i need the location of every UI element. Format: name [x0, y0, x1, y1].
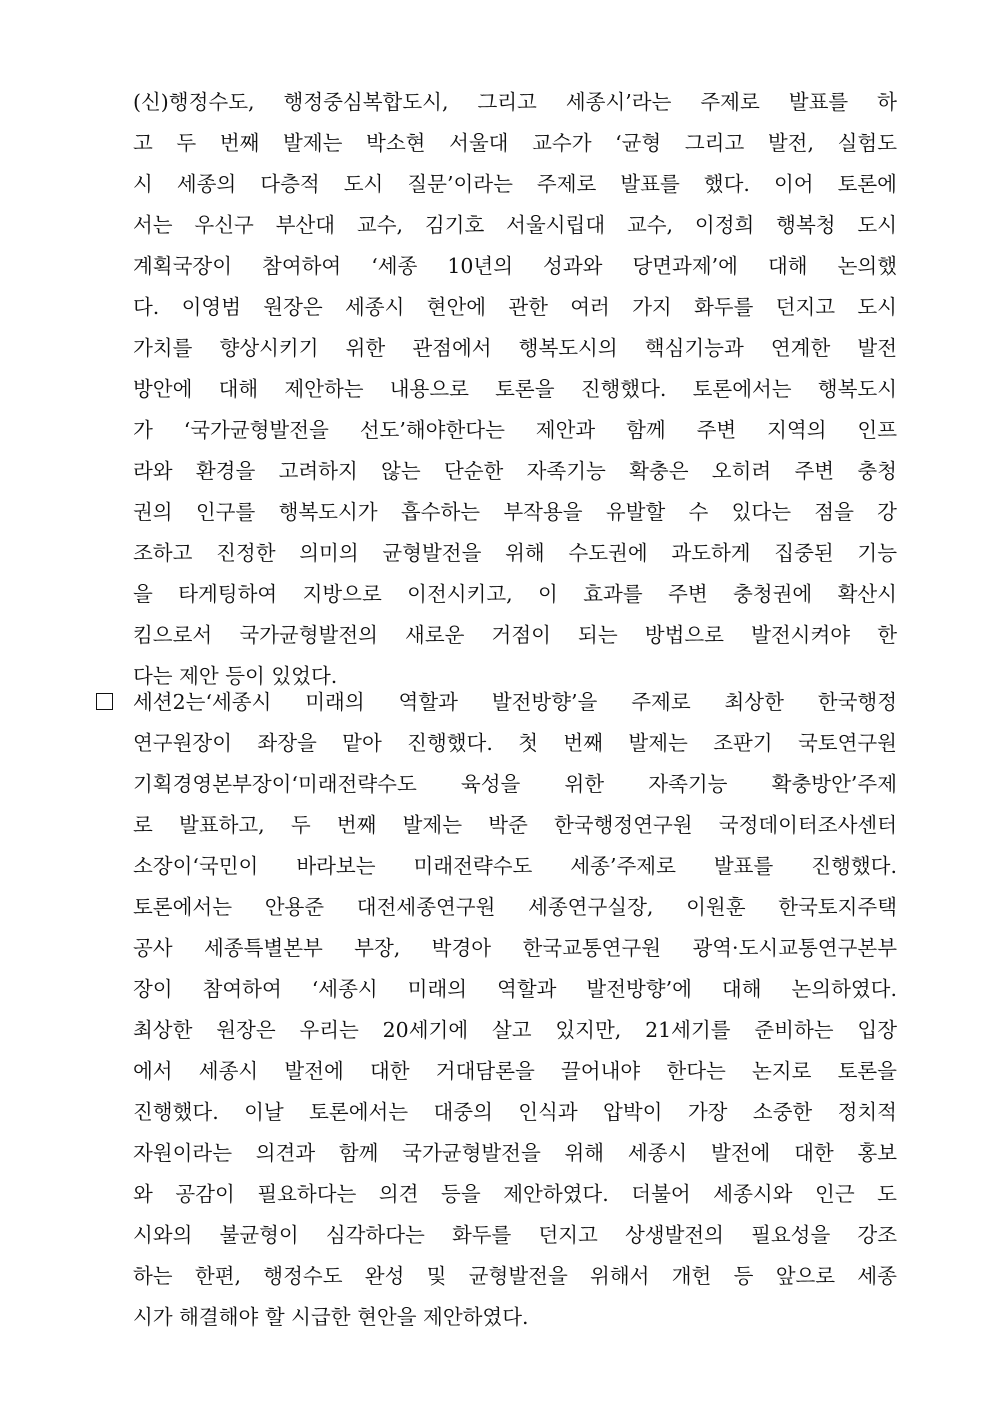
text-line: 공사 세종특별본부 부장, 박경아 한국교통연구원 광역·도시교통연구본부 — [133, 936, 897, 960]
text-line: 다. 이영범 원장은 세종시 현안에 관한 여러 가지 화두를 던지고 도시 — [133, 295, 897, 319]
text-line: 시와의 불균형이 심각하다는 화두를 던지고 상생발전의 필요성을 강조 — [133, 1223, 897, 1247]
text-line: 세션2는‘세종시 미래의 역할과 발전방향’을 주제로 최상한 한국행정 — [133, 690, 897, 714]
text-line: 고 두 번째 발제는 박소현 서울대 교수가 ‘균형 그리고 발전, 실험도 — [133, 131, 897, 155]
text-line: 연구원장이 좌장을 맡아 진행했다. 첫 번째 발제는 조판기 국토연구원 — [133, 731, 897, 755]
text-line: 방안에 대해 제안하는 내용으로 토론을 진행했다. 토론에서는 행복도시 — [133, 377, 897, 401]
text-line: 라와 환경을 고려하지 않는 단순한 자족기능 확충은 오히려 주변 충청 — [133, 459, 897, 483]
text-line: 자원이라는 의견과 함께 국가균형발전을 위해 세종시 발전에 대한 홍보 — [133, 1141, 897, 1165]
text-line: 시 세종의 다층적 도시 질문’이라는 주제로 발표를 했다. 이어 토론에 — [133, 172, 897, 196]
text-line: 킴으로서 국가균형발전의 새로운 거점이 되는 방법으로 발전시켜야 한 — [133, 623, 897, 647]
text-line: 권의 인구를 행복도시가 흡수하는 부작용을 유발할 수 있다는 점을 강 — [133, 500, 897, 524]
text-line: 하는 한편, 행정수도 완성 및 균형발전을 위해서 개헌 등 앞으로 세종 — [133, 1264, 897, 1288]
text-line: 장이 참여하여 ‘세종시 미래의 역할과 발전방향’에 대해 논의하였다. — [133, 977, 897, 1001]
text-line: 진행했다. 이날 토론에서는 대중의 인식과 압박이 가장 소중한 정치적 — [133, 1100, 897, 1124]
text-line: 에서 세종시 발전에 대한 거대담론을 끌어내야 한다는 논지로 토론을 — [133, 1059, 897, 1083]
text-line: 을 타게팅하여 지방으로 이전시키고, 이 효과를 주변 충청권에 확산시 — [133, 582, 897, 606]
checkbox-bullet-icon — [96, 693, 113, 710]
text-line: 계획국장이 참여하여 ‘세종 10년의 성과와 당면과제’에 대해 논의했 — [133, 254, 897, 278]
text-line: 가치를 향상시키기 위한 관점에서 행복도시의 핵심기능과 연계한 발전 — [133, 336, 897, 360]
text-line: 조하고 진정한 의미의 균형발전을 위해 수도권에 과도하게 집중된 기능 — [133, 541, 897, 565]
text-line: 소장이‘국민이 바라보는 미래전략수도 세종’주제로 발표를 진행했다. — [133, 854, 897, 878]
text-line: 와 공감이 필요하다는 의견 등을 제안하였다. 더불어 세종시와 인근 도 — [133, 1182, 897, 1206]
text-line: 서는 우신구 부산대 교수, 김기호 서울시립대 교수, 이정희 행복청 도시 — [133, 213, 897, 237]
text-line: 기획경영본부장이‘미래전략수도 육성을 위한 자족기능 확충방안’주제 — [133, 772, 897, 796]
text-line: 토론에서는 안용준 대전세종연구원 세종연구실장, 이원훈 한국토지주택 — [133, 895, 897, 919]
text-line: (신)행정수도, 행정중심복합도시, 그리고 세종시’라는 주제로 발표를 하 — [133, 90, 897, 114]
text-line: 가 ‘국가균형발전을 선도’해야한다는 제안과 함께 주변 지역의 인프 — [133, 418, 897, 442]
text-line: 최상한 원장은 우리는 20세기에 살고 있지만, 21세기를 준비하는 입장 — [133, 1018, 897, 1042]
text-line: 시가 해결해야 할 시급한 현안을 제안하였다. — [133, 1305, 529, 1329]
text-line: 로 발표하고, 두 번째 발제는 박준 한국행정연구원 국정데이터조사센터 — [133, 813, 897, 837]
text-line: 다는 제안 등이 있었다. — [133, 664, 338, 688]
